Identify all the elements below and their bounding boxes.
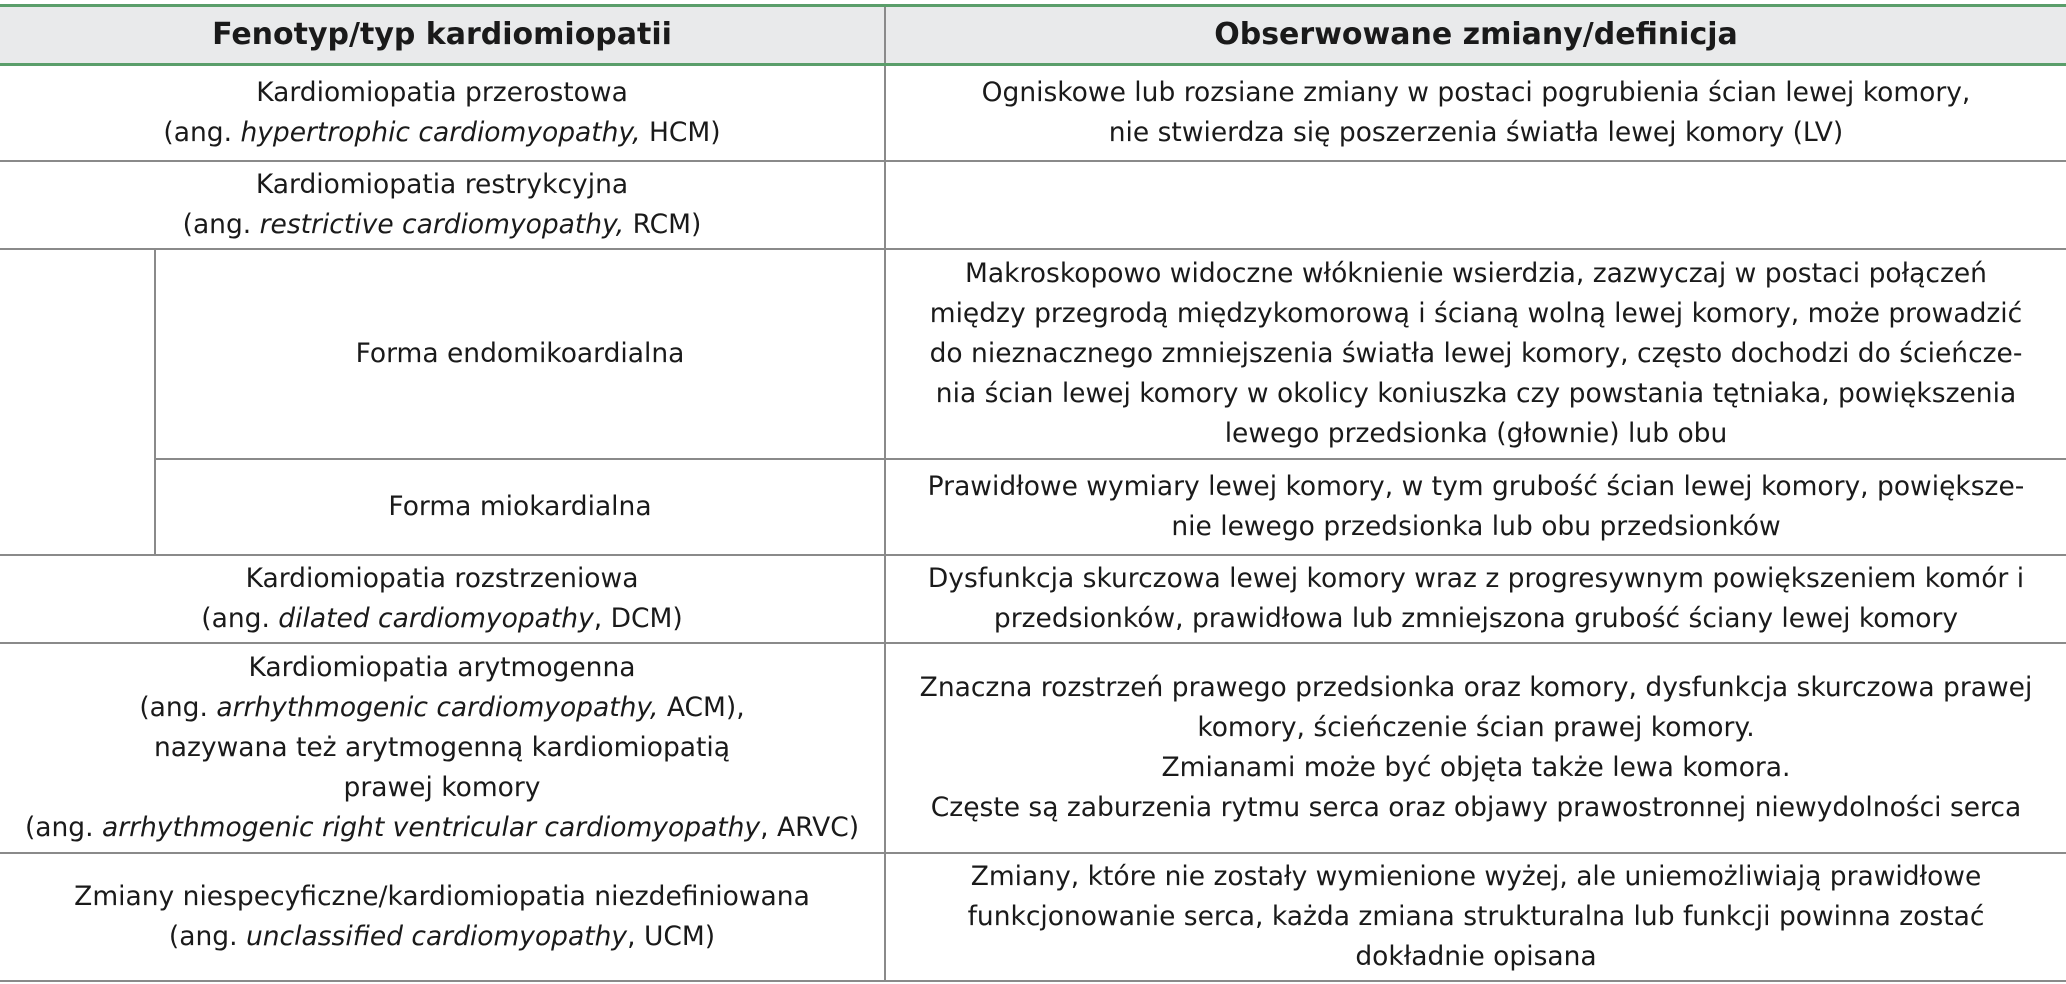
cell-phenotype-hcm: [0, 65, 885, 161]
table-row-acm: [0, 643, 2066, 853]
table-row-ucm: [0, 853, 2066, 981]
table-row-dcm: [0, 555, 2066, 643]
cell-phenotype-myocardial: Forma miokardialna: [155, 459, 885, 555]
phenotype-name: Kardiomiopatia restrykcyjna: [255, 168, 629, 200]
cell-phenotype-endomyocardial: Forma endomikoardialna: [155, 249, 885, 459]
cell-description-ucm: Zmiany, które nie zostały wymienione wyżej, ale uniemożliwiają prawidłowe funkcjonowanie serca, każda zmiana strukturalna lub funkcji powinna zostać dokładnie opisana: [885, 853, 2066, 981]
phenotype-english-term: (ang. restrictive cardiomyopathy, RCM): [182, 208, 702, 240]
cell-description-rcm: [885, 161, 2066, 249]
table-row-rcm: [0, 161, 2066, 249]
cardiomyopathy-table: [0, 4, 2066, 982]
table-row-hcm: [0, 65, 2066, 161]
cell-phenotype-acm: Kardiomiopatia arytmogenna (ang. arrhythmogenic cardiomyopathy, ACM), nazywana też arytmogenną kardiomiopatią prawej komory (ang. arrhythmogenic right ventricular cardiomyopathy, ARVC): [0, 643, 885, 853]
indent-cell: [0, 249, 155, 555]
header-observed-changes: Obserwowane zmiany/definicja: [885, 6, 2066, 65]
phenotype-english-term: (ang. hypertrophic cardiomyopathy, HCM): [163, 116, 721, 148]
header-phenotype: Fenotyp/typ kardiomiopatii: [0, 6, 885, 65]
cell-description-myocardial: Prawidłowe wymiary lewej komory, w tym grubość ścian lewej komory, powiększe- nie lewego przedsionka lub obu przedsionków: [885, 459, 2066, 555]
cell-description-endomyocardial: Makroskopowo widoczne włóknienie wsierdzia, zazwyczaj w postaci połączeń między przegrodą międzykomorową i ścianą wolną lewej komory, może prowadzić do nieznacznego zmniejszenia światła lewej komory, często dochodzi do ścieńcze- nia ścian lewej komory w okolicy koniuszka czy powstania tętniaka, powiększenia lewego przedsionka (głownie) lub obu: [885, 249, 2066, 459]
cell-phenotype-ucm: Zmiany niespecyficzne/kardiomiopatia niezdefiniowana (ang. unclassified cardiomyopathy, UCM): [0, 853, 885, 981]
cell-phenotype-rcm: [0, 161, 885, 249]
cell-description-acm: Znaczna rozstrzeń prawego przedsionka oraz komory, dysfunkcja skurczowa prawej komory, ścieńczenie ścian prawej komory. Zmianami może być objęta także lewa komora. Częste są zaburzenia rytmu serca oraz objawy prawostronnej niewydolności serca: [885, 643, 2066, 853]
header-row: [0, 6, 2066, 65]
cell-description-hcm: Ogniskowe lub rozsiane zmiany w postaci pogrubienia ścian lewej komory, nie stwierdza się poszerzenia światła lewej komory (LV): [885, 65, 2066, 161]
table-row-endomyocardial: [0, 249, 2066, 459]
cell-phenotype-dcm: Kardiomiopatia rozstrzeniowa (ang. dilated cardiomyopathy, DCM): [0, 555, 885, 643]
cell-description-dcm: Dysfunkcja skurczowa lewej komory wraz z progresywnym powiększeniem komór i przedsionków, prawidłowa lub zmniejszona grubość ściany lewej komory: [885, 555, 2066, 643]
table-row-myocardial: [0, 459, 2066, 555]
phenotype-name: Kardiomiopatia przerostowa: [256, 76, 628, 108]
